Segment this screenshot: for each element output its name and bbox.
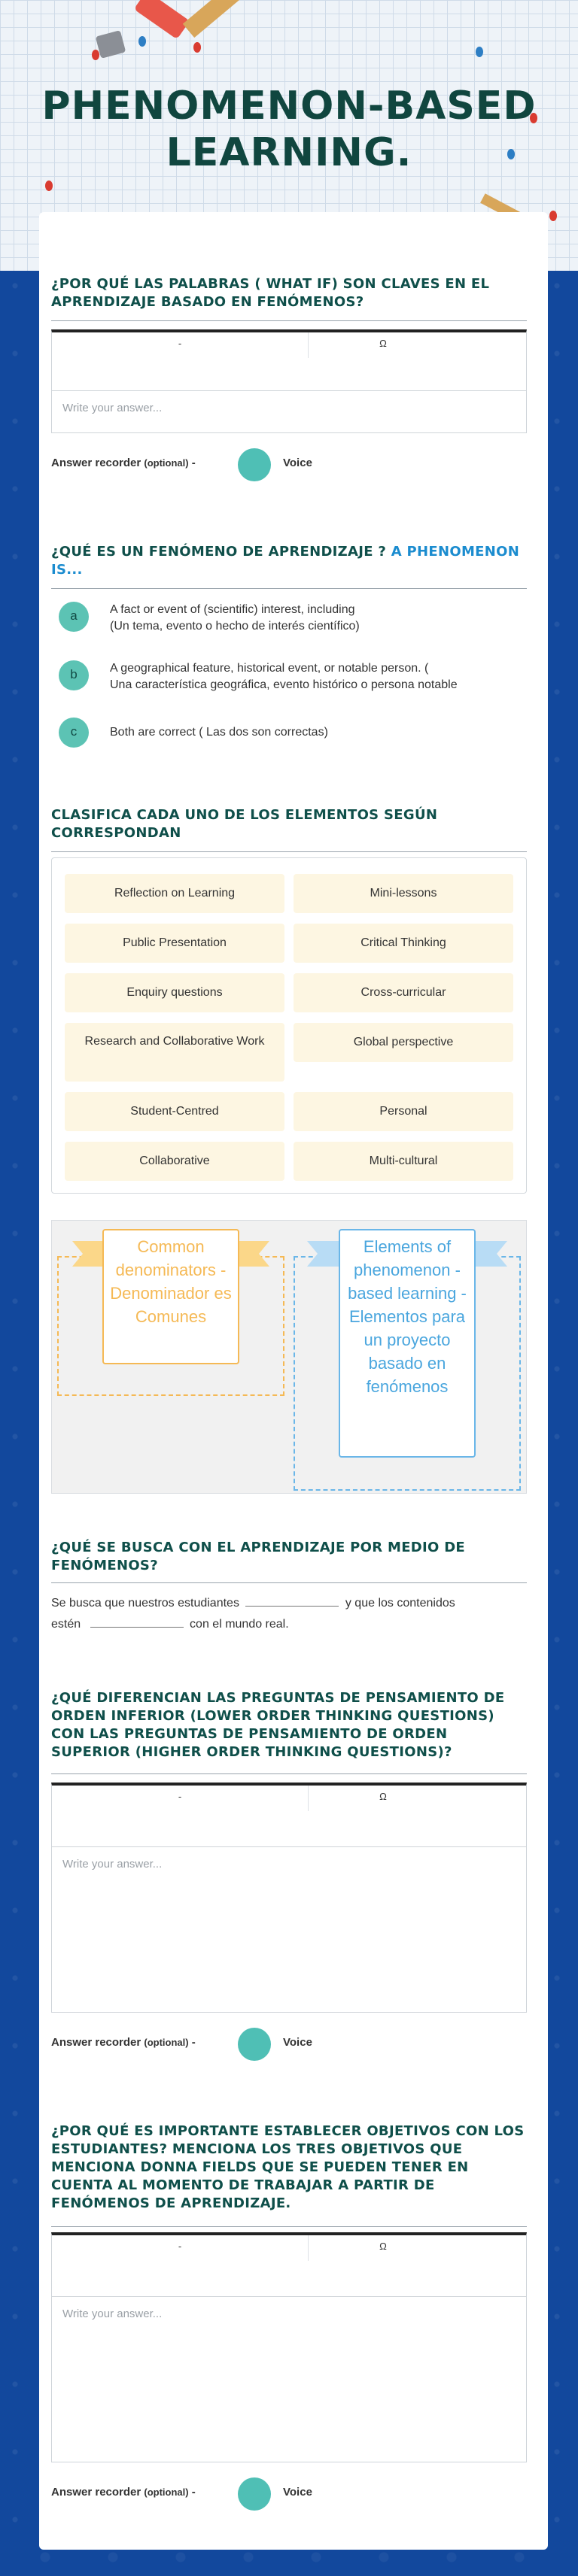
- divider: [51, 851, 527, 852]
- dot-decoration: [92, 50, 99, 60]
- drag-item[interactable]: Critical Thinking: [294, 924, 513, 963]
- drag-item[interactable]: Multi-cultural: [294, 1142, 513, 1181]
- dot-decoration: [549, 211, 557, 221]
- drag-item[interactable]: Cross-curricular: [294, 973, 513, 1012]
- voice-label: Voice: [283, 457, 312, 469]
- choice-letter: b: [59, 660, 89, 690]
- drag-item[interactable]: Public Presentation: [65, 924, 284, 963]
- blank-input[interactable]: [90, 1615, 184, 1628]
- sentence-text: y que los contenidos: [345, 1597, 455, 1610]
- choice-text: A geographical feature, historical event, or notable person. (: [110, 662, 429, 675]
- voice-label: Voice: [283, 2486, 312, 2499]
- divider: [51, 1582, 527, 1583]
- choice-text: A fact or event of (scientific) interest, including: [110, 603, 355, 616]
- answer-placeholder: Write your answer...: [62, 402, 163, 414]
- fill-in-sentence: [51, 1593, 533, 1635]
- sentence-text: Se busca que nuestros estudiantes: [51, 1597, 239, 1610]
- category-label-right: Elements of phenomenon - based learning - Elementos para un proyecto basado en fenómenos: [339, 1229, 476, 1458]
- microphone-icon[interactable]: [238, 448, 271, 481]
- choice-text: Una característica geográfica, evento histórico o persona notable: [110, 678, 458, 691]
- answer-recorder: [51, 2028, 352, 2058]
- special-char-button[interactable]: Ω: [379, 338, 387, 349]
- drag-item[interactable]: Reflection on Learning: [65, 874, 284, 913]
- editor-toolbar: [51, 1783, 527, 1847]
- drag-item[interactable]: Personal: [294, 1092, 513, 1131]
- drag-item[interactable]: Mini-lessons: [294, 874, 513, 913]
- dot-decoration: [193, 42, 201, 53]
- dot-decoration: [138, 36, 146, 47]
- dot-decoration: [476, 47, 483, 57]
- answer-recorder: [51, 2477, 352, 2508]
- blank-input[interactable]: [245, 1594, 339, 1607]
- microphone-icon[interactable]: [238, 2477, 271, 2511]
- answer-placeholder: Write your answer...: [62, 2307, 163, 2320]
- drag-item[interactable]: Collaborative: [65, 1142, 284, 1181]
- choice-a[interactable]: [56, 602, 530, 635]
- question-3-title: CLASIFICA CADA UNO DE LOS ELEMENTOS SEGÚN CORRESPONDAN: [51, 807, 438, 841]
- divider: [51, 320, 527, 321]
- format-dropdown[interactable]: -: [52, 1786, 309, 1811]
- special-char-button[interactable]: Ω: [379, 1791, 387, 1802]
- choice-letter: a: [59, 602, 89, 632]
- format-dropdown[interactable]: -: [52, 332, 309, 358]
- choice-b[interactable]: [56, 660, 530, 693]
- question-2-accent: A PHENOMENON IS...: [51, 544, 520, 578]
- format-dropdown[interactable]: -: [52, 2235, 309, 2261]
- question-1-title: ¿POR QUÉ LAS PALABRAS ( WHAT IF) SON CLAVES EN EL APRENDIZAJE BASADO EN FENÓMENOS?: [51, 276, 490, 310]
- choice-text: Both are correct ( Las dos son correctas): [110, 726, 328, 739]
- sentence-text: con el mundo real.: [190, 1618, 289, 1631]
- microphone-icon[interactable]: [238, 2028, 271, 2061]
- choice-c[interactable]: [56, 718, 530, 751]
- sentence-text: estén: [51, 1618, 81, 1631]
- drag-item[interactable]: Research and Collaborative Work: [65, 1023, 284, 1082]
- answer-input[interactable]: [51, 1847, 527, 2013]
- voice-label: Voice: [283, 2036, 312, 2049]
- choice-letter: c: [59, 718, 89, 748]
- question-4-title: ¿QUÉ SE BUSCA CON EL APRENDIZAJE POR MEDIO DE FENÓMENOS?: [51, 1540, 466, 1573]
- special-char-button[interactable]: Ω: [379, 2241, 387, 2252]
- drag-item[interactable]: Student-Centred: [65, 1092, 284, 1131]
- editor-toolbar: [51, 329, 527, 391]
- drag-item[interactable]: Global perspective: [294, 1023, 513, 1062]
- divider: [51, 588, 527, 589]
- answer-input[interactable]: [51, 391, 527, 433]
- category-label-left: Common denominators - Denominador es Comunes: [102, 1229, 239, 1364]
- divider: [51, 1773, 527, 1774]
- choice-text: (Un tema, evento o hecho de interés científico): [110, 620, 360, 633]
- recorder-label: Answer recorder (optional) -: [51, 2036, 196, 2049]
- recorder-label: Answer recorder (optional) -: [51, 2486, 196, 2499]
- answer-recorder: [51, 448, 352, 478]
- dot-decoration: [45, 181, 53, 191]
- divider: [51, 2226, 527, 2227]
- answer-placeholder: Write your answer...: [62, 1858, 163, 1871]
- question-5-title: ¿QUÉ DIFERENCIAN LAS PREGUNTAS DE PENSAMIENTO DE ORDEN INFERIOR (LOWER ORDER THINKING QUESTIONS) CON LAS PREGUNTAS DE PENSAMIENTO DE ORDEN SUPERIOR (HIGHER ORDER THINKING QUESTIONS)?: [51, 1690, 505, 1760]
- answer-input[interactable]: [51, 2297, 527, 2462]
- page-title: PHENOMENON-BASED LEARNING.: [41, 83, 537, 175]
- editor-toolbar: [51, 2232, 527, 2297]
- recorder-label: Answer recorder (optional) -: [51, 457, 196, 469]
- question-2-title: ¿QUÉ ES UN FENÓMENO DE APRENDIZAJE ? A PHENOMENON IS...: [51, 544, 520, 578]
- question-6-title: ¿POR QUÉ ES IMPORTANTE ESTABLECER OBJETIVOS CON LOS ESTUDIANTES? MENCIONA LOS TRES OBJETIVOS QUE MENCIONA DONNA FIELDS QUE SE PUEDEN TENER EN CUENTA AL MOMENTO DE TRABAJAR A PARTIR DE FENÓMENOS DE APRENDIZAJE.: [51, 2123, 525, 2211]
- drag-item[interactable]: Enquiry questions: [65, 973, 284, 1012]
